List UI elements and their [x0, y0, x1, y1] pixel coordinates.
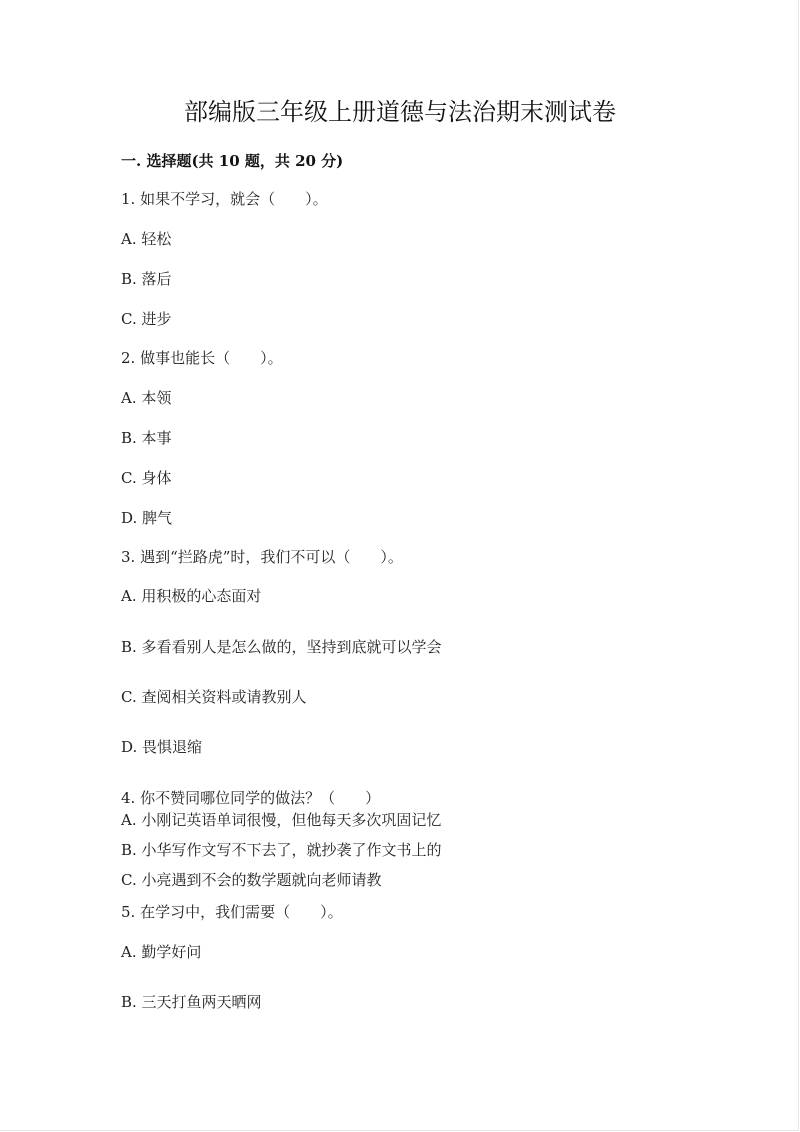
question-2-option-a: A. 本领: [121, 389, 172, 407]
question-2-option-b: B. 本事: [121, 429, 172, 447]
question-1-stem: 1. 如果不学习，就会（ ）。: [121, 190, 328, 208]
question-5-option-a: A. 勤学好问: [121, 943, 202, 961]
question-3-option-b: B. 多看看别人是怎么做的，坚持到底就可以学会: [121, 638, 442, 656]
question-4-option-c: C. 小亮遇到不会的数学题就向老师请教: [121, 871, 382, 889]
question-5-option-b: B. 三天打鱼两天晒网: [121, 993, 262, 1011]
question-2-option-d: D. 脾气: [121, 509, 173, 527]
question-3-option-c: C. 查阅相关资料或请教别人: [121, 688, 307, 706]
question-4-option-a: A. 小刚记英语单词很慢，但他每天多次巩固记忆: [121, 811, 442, 829]
question-5-stem: 5. 在学习中，我们需要（ ）。: [121, 903, 343, 921]
question-2-stem: 2. 做事也能长（ ）。: [121, 349, 283, 367]
question-3-option-d: D. 畏惧退缩: [121, 738, 203, 756]
question-3-stem: 3. 遇到“拦路虎”时，我们不可以（ ）。: [121, 548, 403, 566]
question-4-stem: 4. 你不赞同哪位同学的做法？（ ）: [121, 789, 381, 807]
question-1-option-c: C. 进步: [121, 310, 172, 328]
question-1-option-a: A. 轻松: [121, 230, 172, 248]
question-4-option-b: B. 小华写作文写不下去了，就抄袭了作文书上的: [121, 841, 442, 859]
document-title: 部编版三年级上册道德与法治期末测试卷: [184, 98, 616, 126]
question-2-option-c: C. 身体: [121, 469, 172, 487]
question-1-option-b: B. 落后: [121, 270, 172, 288]
question-3-option-a: A. 用积极的心态面对: [121, 587, 262, 605]
section-heading: 一. 选择题(共 10 题，共 20 分): [121, 152, 344, 170]
